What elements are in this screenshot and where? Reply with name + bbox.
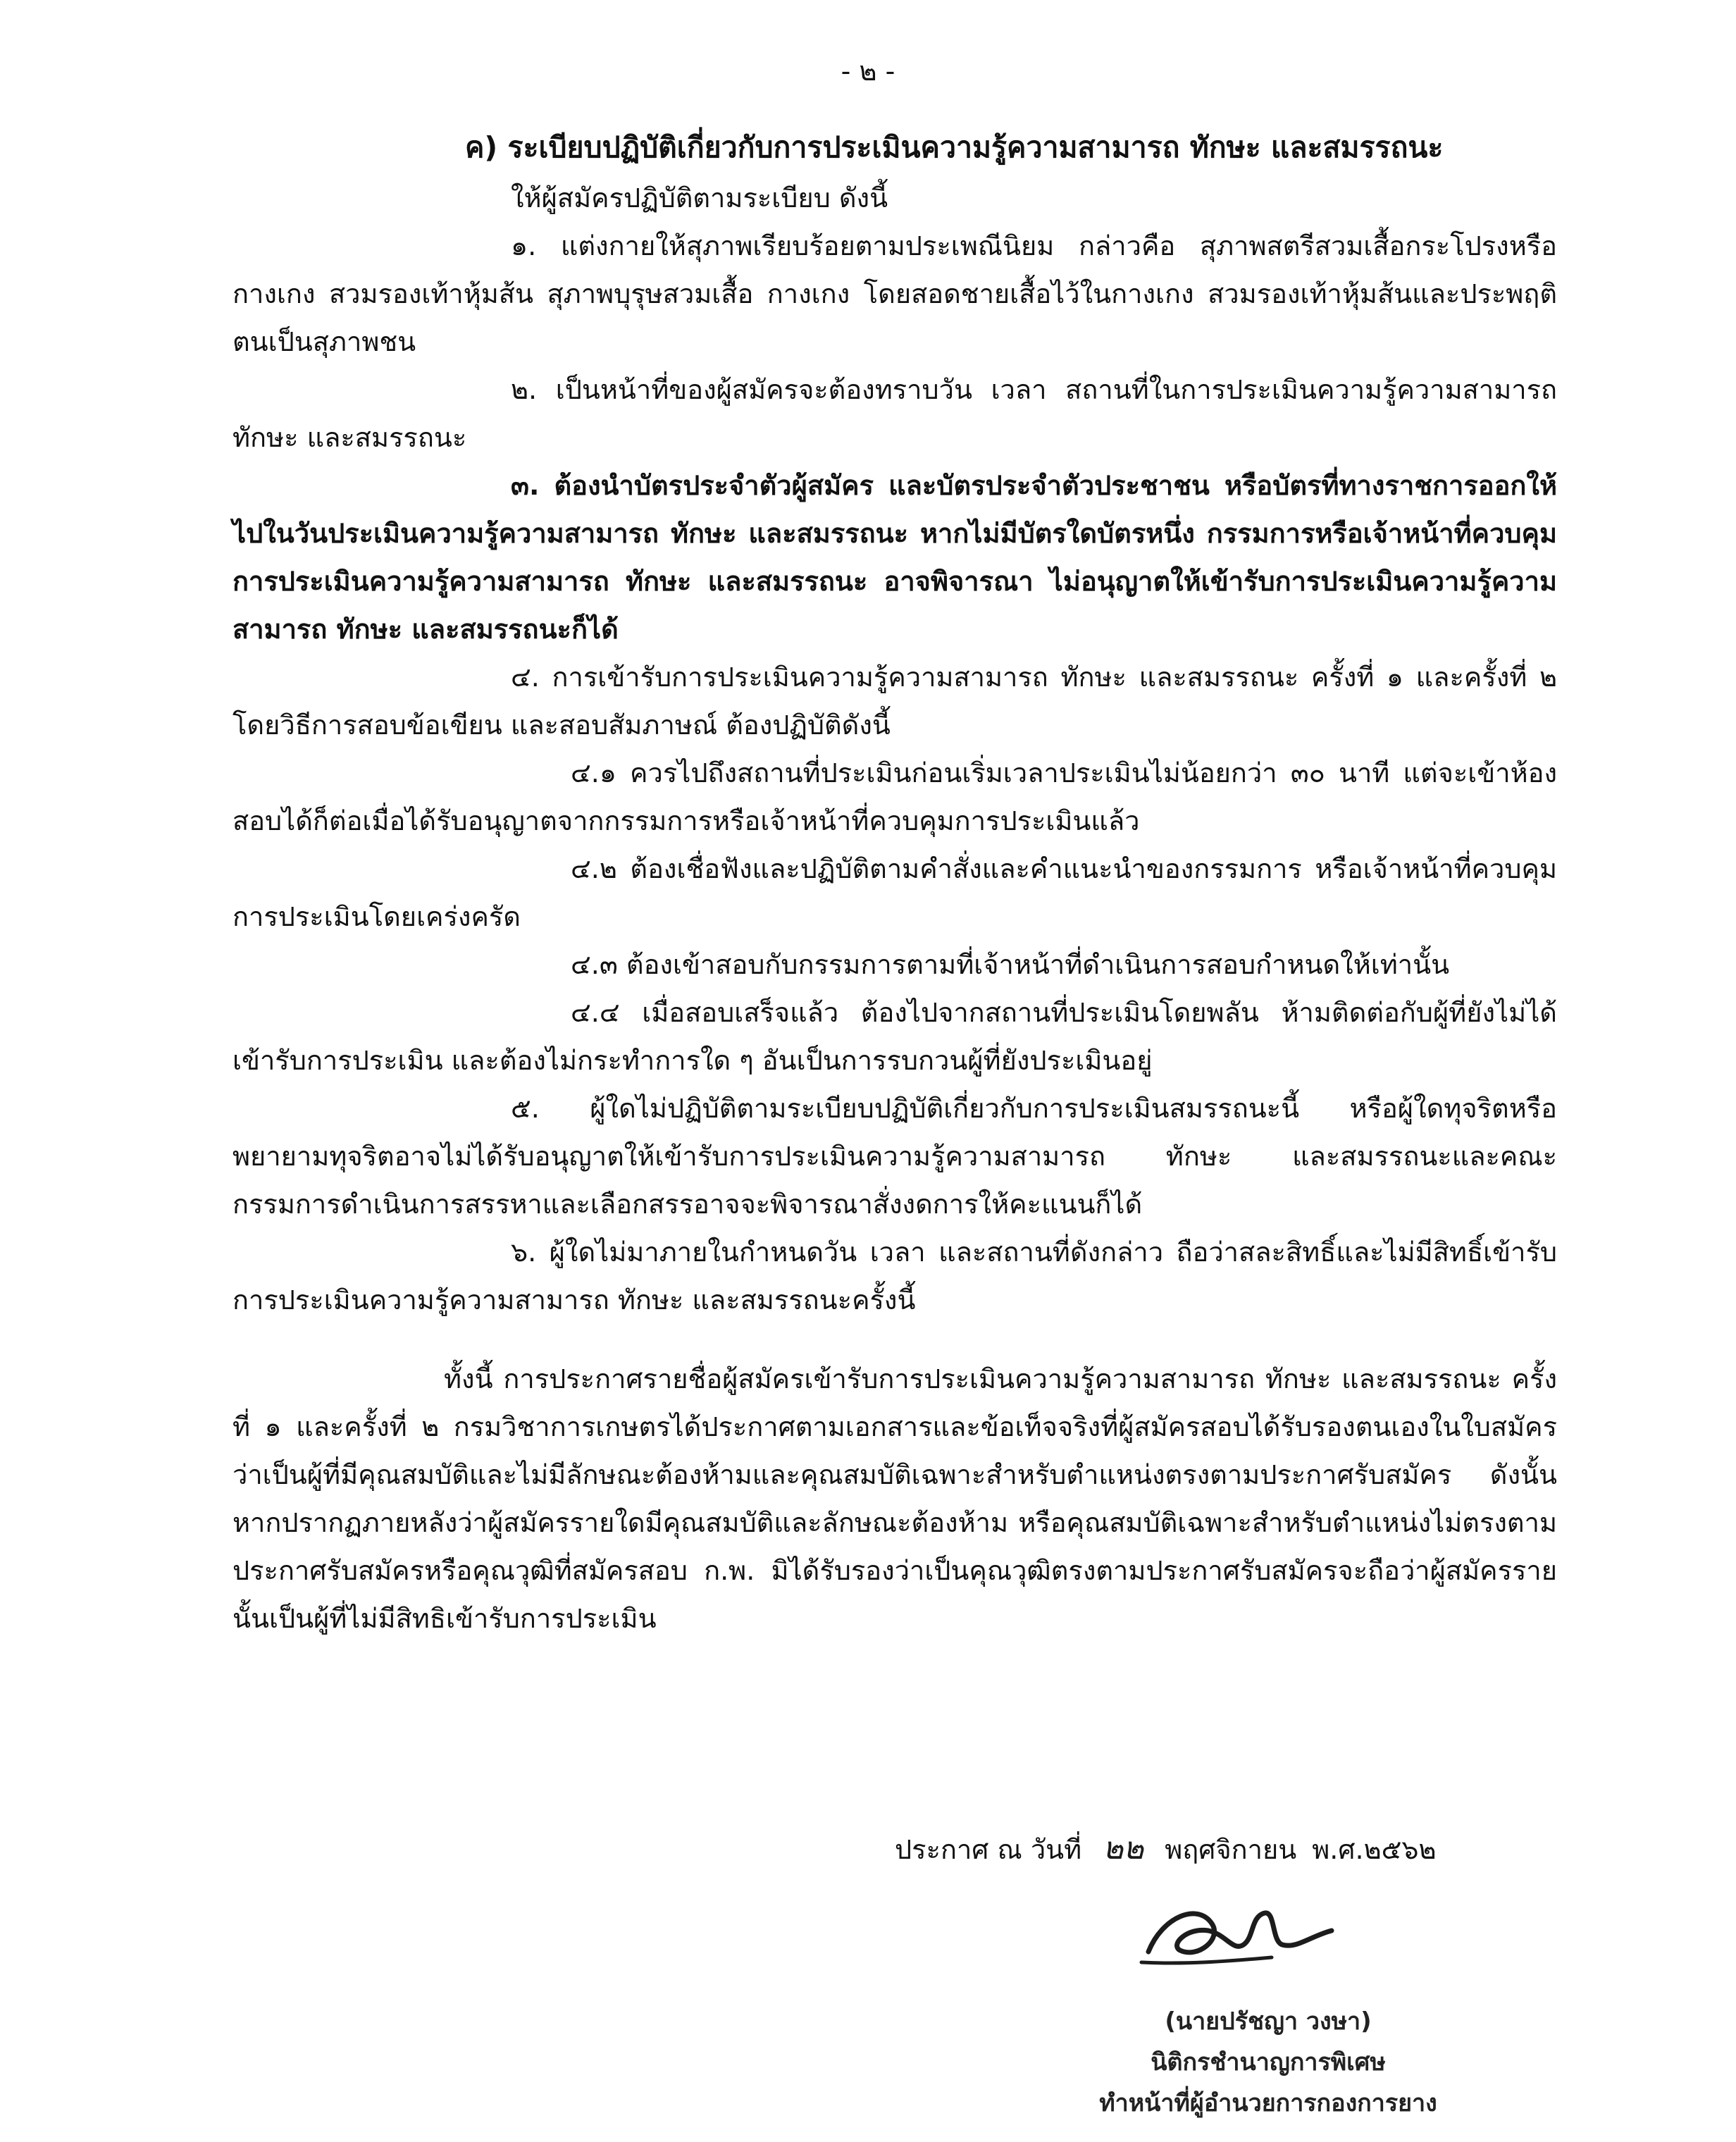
subrule-4-3: ๔.๓ ต้องเข้าสอบกับกรรมการตามที่เจ้าหน้าที่ดำเนินการสอบกำหนดให้เท่านั้น <box>571 949 1450 980</box>
rule-4: ๔. การเข้ารับการประเมินความรู้ความสามารถ ทักษะ และสมรรถนะ ครั้งที่ ๑ และครั้งที่ ๒ โดยวิธีการสอบข้อเขียน และสอบสัมภาษณ์ ต้องปฏิบัติดังนี้ <box>232 662 1557 741</box>
rule-3: ๓. ต้องนำบัตรประจำตัวผู้สมัคร และบัตรประจำตัวประชาชน หรือบัตรที่ทางราชการออกให้ไปในวันประเมินความรู้ความสามารถ ทักษะ และสมรรถนะ หากไม่มีบัตรใดบัตรหนึ่ง กรรมการหรือเจ้าหน้าที่ควบคุมการประเมินความรู้ความสามารถ ทักษะ และสมรรถนะ อาจพิจารณา ไม่อนุญาตให้เข้ารับการประเมินความรู้ความสามารถ ทักษะ และสมรรถนะก็ได้ <box>232 470 1557 645</box>
signer-position: นิติกรชำนาญการพิเศษ <box>1151 2048 1386 2076</box>
subrule-4-2: ๔.๒ ต้องเชื่อฟังและปฏิบัติตามคำสั่งและคำแนะนำของกรรมการ หรือเจ้าหน้าที่ควบคุมการประเมินโดยเคร่งครัด <box>232 853 1557 932</box>
rule-5: ๕. ผู้ใดไม่ปฏิบัติตามระเบียบปฏิบัติเกี่ยวกับการประเมินสมรรถนะนี้ หรือผู้ใดทุจริตหรือพยายามทุจริตอาจไม่ได้รับอนุญาตให้เข้ารับการประเมินความรู้ความสามารถ ทักษะ และสมรรถนะและคณะกรรมการดำเนินการสรรหาและเลือกสรรอาจจะพิจารณาสั่งงดการให้คะแนนก็ได้ <box>232 1093 1557 1220</box>
signer-acting-role: ทำหน้าที่ผู้อำนวยการกองการยาง <box>1099 2089 1437 2117</box>
closing-paragraph: ทั้งนี้ การประกาศรายชื่อผู้สมัครเข้ารับการประเมินความรู้ความสามารถ ทักษะ และสมรรถนะ ครั้งที่ ๑ และครั้งที่ ๒ กรมวิชาการเกษตรได้ประกาศตามเอกสารและข้อเท็จจริงที่ผู้สมัครสอบได้รับรองตนเองในใบสมัครว่าเป็นผู้ที่มีคุณสมบัติและไม่มีลักษณะต้องห้ามและคุณสมบัติเฉพาะสำหรับตำแหน่งตรงตามประกาศรับสมัคร ดังนั้น หากปรากฏภายหลังว่าผู้สมัครรายใดมีคุณสมบัติและลักษณะต้องห้าม หรือคุณสมบัติเฉพาะสำหรับตำแหน่งไม่ตรงตามประกาศรับสมัครหรือคุณวุฒิที่สมัครสอบ ก.พ. มิได้รับรองว่าเป็นคุณวุฒิตรงตามประกาศรับสมัครจะถือว่าผู้สมัครรายนั้นเป็นผู้ที่ไม่มีสิทธิเข้ารับการประเมิน <box>232 1363 1557 1634</box>
announcement-year: พ.ศ.๒๕๖๒ <box>1312 1834 1437 1865</box>
handwritten-signature <box>1120 1874 1360 1980</box>
rule-2: ๒. เป็นหน้าที่ของผู้สมัครจะต้องทราบวัน เวลา สถานที่ในการประเมินความรู้ความสามารถ ทักษะ และสมรรถนะ <box>232 374 1557 453</box>
signer-name: (นายปรัชญา วงษา) <box>1165 2007 1372 2036</box>
subrule-4-1: ๔.๑ ควรไปถึงสถานที่ประเมินก่อนเริ่มเวลาประเมินไม่น้อยกว่า ๓๐ นาที แต่จะเข้าห้องสอบได้ก็ต่อเมื่อได้รับอนุญาตจากกรรมการหรือเจ้าหน้าที่ควบคุมการประเมินแล้ว <box>232 757 1557 836</box>
announcement-month: พฤศจิกายน <box>1165 1834 1297 1865</box>
page-number: - ๒ - <box>841 56 895 87</box>
signer-block <box>951 2001 1585 2124</box>
announcement-day: ๒๒ <box>1103 1831 1144 1866</box>
announcement-prefix: ประกาศ ณ วันที่ <box>895 1834 1082 1865</box>
rule-6: ๖. ผู้ใดไม่มาภายในกำหนดวัน เวลา และสถานที่ดังกล่าว ถือว่าสละสิทธิ์และไม่มีสิทธิ์เข้ารับการประเมินความรู้ความสามารถ ทักษะ และสมรรถนะครั้งนี้ <box>232 1237 1557 1315</box>
intro-paragraph: ให้ผู้สมัครปฏิบัติตามระเบียบ ดังนี้ <box>511 182 888 213</box>
rule-1: ๑. แต่งกายให้สุภาพเรียบร้อยตามประเพณีนิยม กล่าวคือ สุภาพสตรีสวมเสื้อกระโปรงหรือกางเกง สวมรองเท้าหุ้มส้น สุภาพบุรุษสวมเสื้อ กางเกง โดยสอดชายเสื้อไว้ในกางเกง สวมรองเท้าหุ้มส้นและประพฤติตนเป็นสุภาพชน <box>232 230 1557 357</box>
section-heading: ค) ระเบียบปฏิบัติเกี่ยวกับการประเมินความรู้ความสามารถ ทักษะ และสมรรถนะ <box>465 130 1444 164</box>
announcement-date-line <box>895 1825 1557 1874</box>
subrule-4-4: ๔.๔ เมื่อสอบเสร็จแล้ว ต้องไปจากสถานที่ประเมินโดยพลัน ห้ามติดต่อกับผู้ที่ยังไม่ได้เข้ารับการประเมิน และต้องไม่กระทำการใด ๆ อันเป็นการรบกวนผู้ที่ยังประเมินอยู่ <box>232 997 1557 1076</box>
document-body <box>232 123 1557 1642</box>
